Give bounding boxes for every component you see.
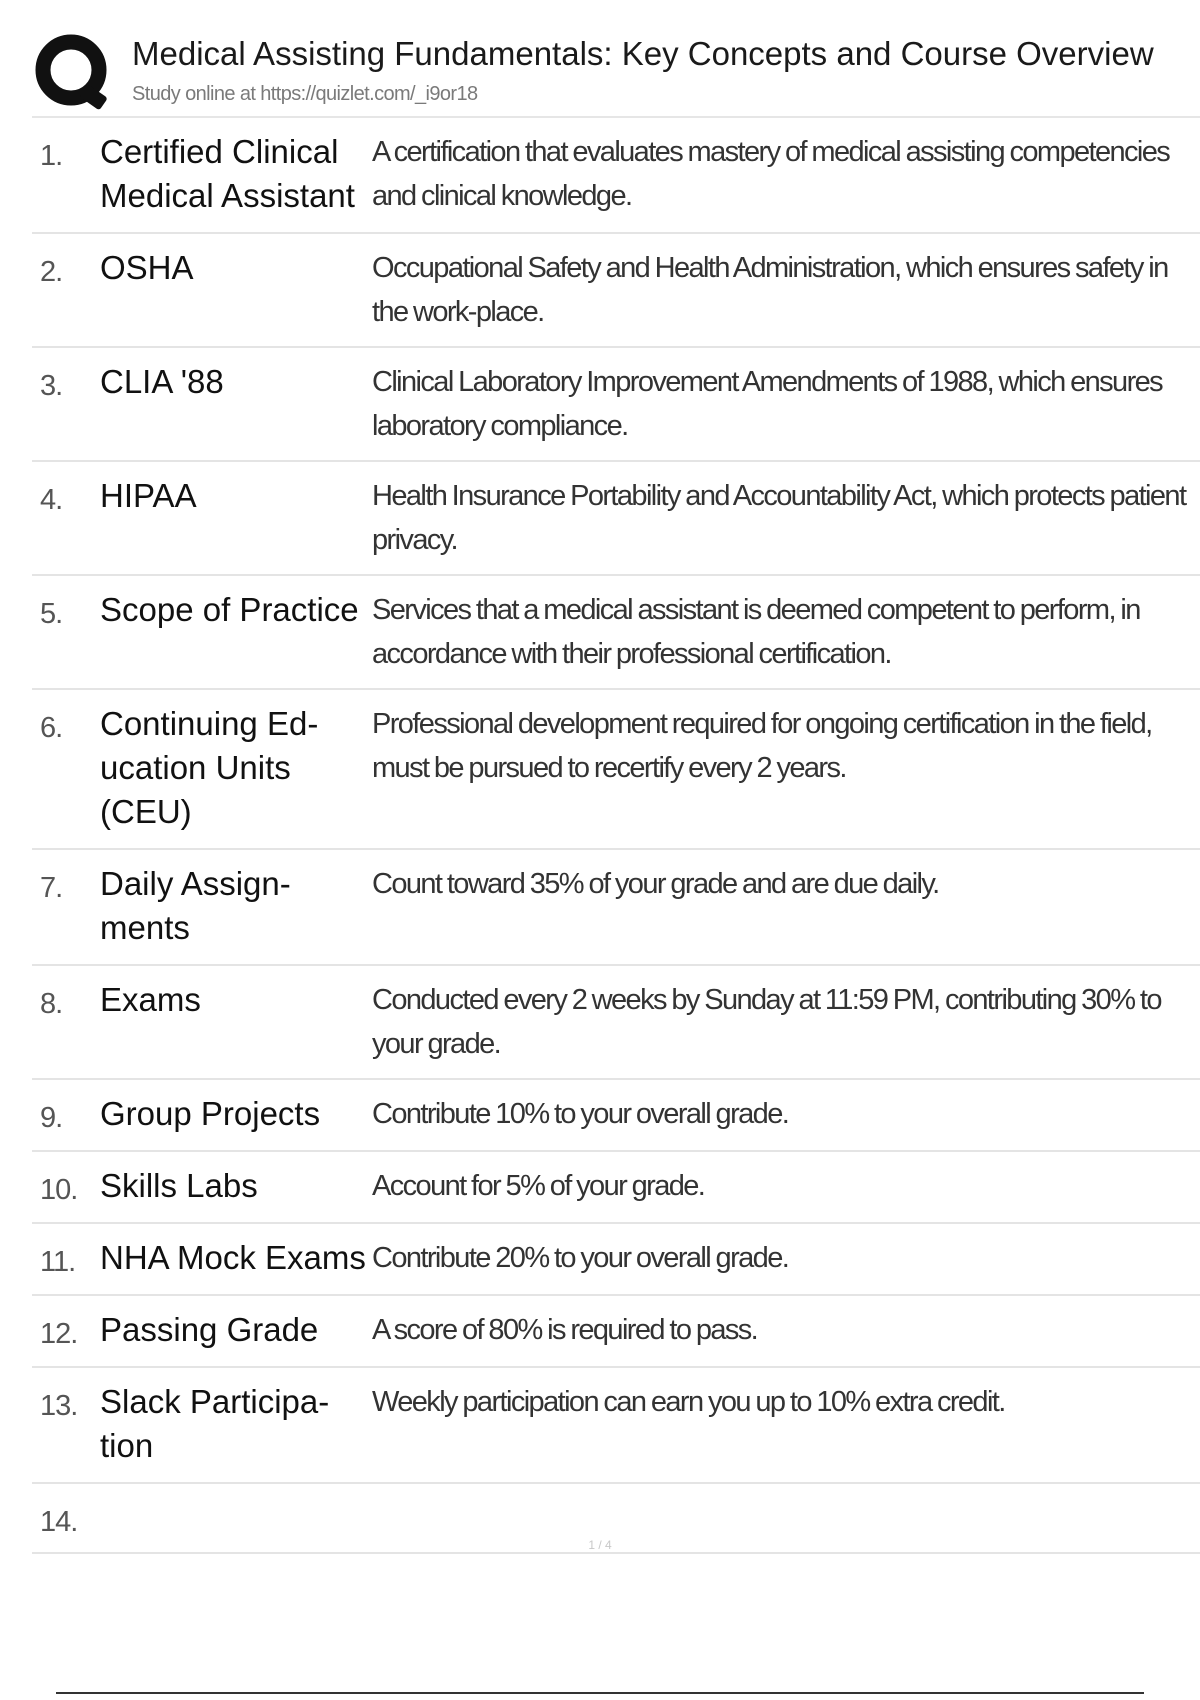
flashcard-row [32,1296,1200,1368]
card-definition: Account for 5% of your grade. [372,1170,705,1202]
card-term: Exams [100,981,201,1018]
flashcard-row [32,1080,1200,1152]
card-number: 4. [40,484,63,516]
card-term: Passing Grade [100,1311,319,1348]
card-term: Daily Assign-ments [100,865,291,946]
card-term: Continuing Ed-ucation Units (CEU) [100,705,319,830]
quizlet-logo-icon [32,32,114,114]
card-definition: Weekly participation can earn you up to 10% extra credit. [372,1386,1005,1418]
card-term: OSHA [100,249,194,286]
card-definition: Contribute 20% to your overall grade. [372,1242,789,1274]
flashcard-row [32,1152,1200,1224]
card-definition: Occupational Safety and Health Administration, which ensures safety in the work-place. [372,252,1168,328]
page-header [32,28,1200,116]
flashcard-row [32,1368,1200,1484]
card-number: 13. [40,1390,78,1422]
card-number: 9. [40,1102,63,1134]
card-number: 2. [40,256,63,288]
card-term: HIPAA [100,477,197,514]
page-number: 1 / 4 [588,1538,612,1552]
card-number: 5. [40,598,63,630]
flashcard-row [32,690,1200,850]
card-number: 7. [40,872,63,904]
flashcard-row [32,1224,1200,1296]
card-term: Slack Participa-tion [100,1383,330,1464]
card-number: 14. [40,1506,78,1538]
card-term: Skills Labs [100,1167,258,1204]
study-online-link[interactable]: Study online at https://quizlet.com/_i9or18 [132,83,478,105]
card-number: 10. [40,1174,78,1206]
card-definition: Count toward 35% of your grade and are due daily. [372,868,939,900]
flashcard-list [32,118,1200,1554]
card-definition: Clinical Laboratory Improvement Amendments of 1988, which ensures laboratory compliance. [372,366,1163,442]
card-number: 8. [40,988,63,1020]
page-title: Medical Assisting Fundamentals: Key Concepts and Course Overview [132,35,1154,72]
card-number: 6. [40,712,63,744]
card-number: 3. [40,370,63,402]
card-term: Scope of Practice [100,591,359,628]
card-number: 12. [40,1318,78,1350]
card-term: Group Projects [100,1095,321,1132]
card-definition: Health Insurance Portability and Accountability Act, which protects patient privacy. [372,480,1186,556]
card-definition: A score of 80% is required to pass. [372,1314,758,1346]
flashcard-row [32,850,1200,966]
flashcard-row [32,966,1200,1080]
flashcard-row [32,462,1200,576]
card-definition: Professional development required for ongoing certification in the field, must be pursued to recertify every 2 years. [372,708,1152,784]
bottom-divider [56,1692,1144,1694]
card-definition: Conducted every 2 weeks by Sunday at 11:59 PM, contributing 30% to your grade. [372,984,1161,1060]
card-number: 11. [40,1246,76,1278]
card-term: Certified Clinical Medical Assistant [100,133,355,214]
card-term: CLIA '88 [100,363,224,400]
card-definition: A certification that evaluates mastery of medical assisting competencies and clinical knowledge. [372,136,1170,212]
card-number: 1. [40,140,63,172]
card-term: NHA Mock Exams [100,1239,366,1276]
flashcard-row [32,118,1200,234]
flashcard-row [32,348,1200,462]
flashcard-row [32,234,1200,348]
card-definition: Services that a medical assistant is deemed competent to perform, in accordance with their professional certification. [372,594,1140,670]
card-definition: Contribute 10% to your overall grade. [372,1098,789,1130]
flashcard-row [32,576,1200,690]
